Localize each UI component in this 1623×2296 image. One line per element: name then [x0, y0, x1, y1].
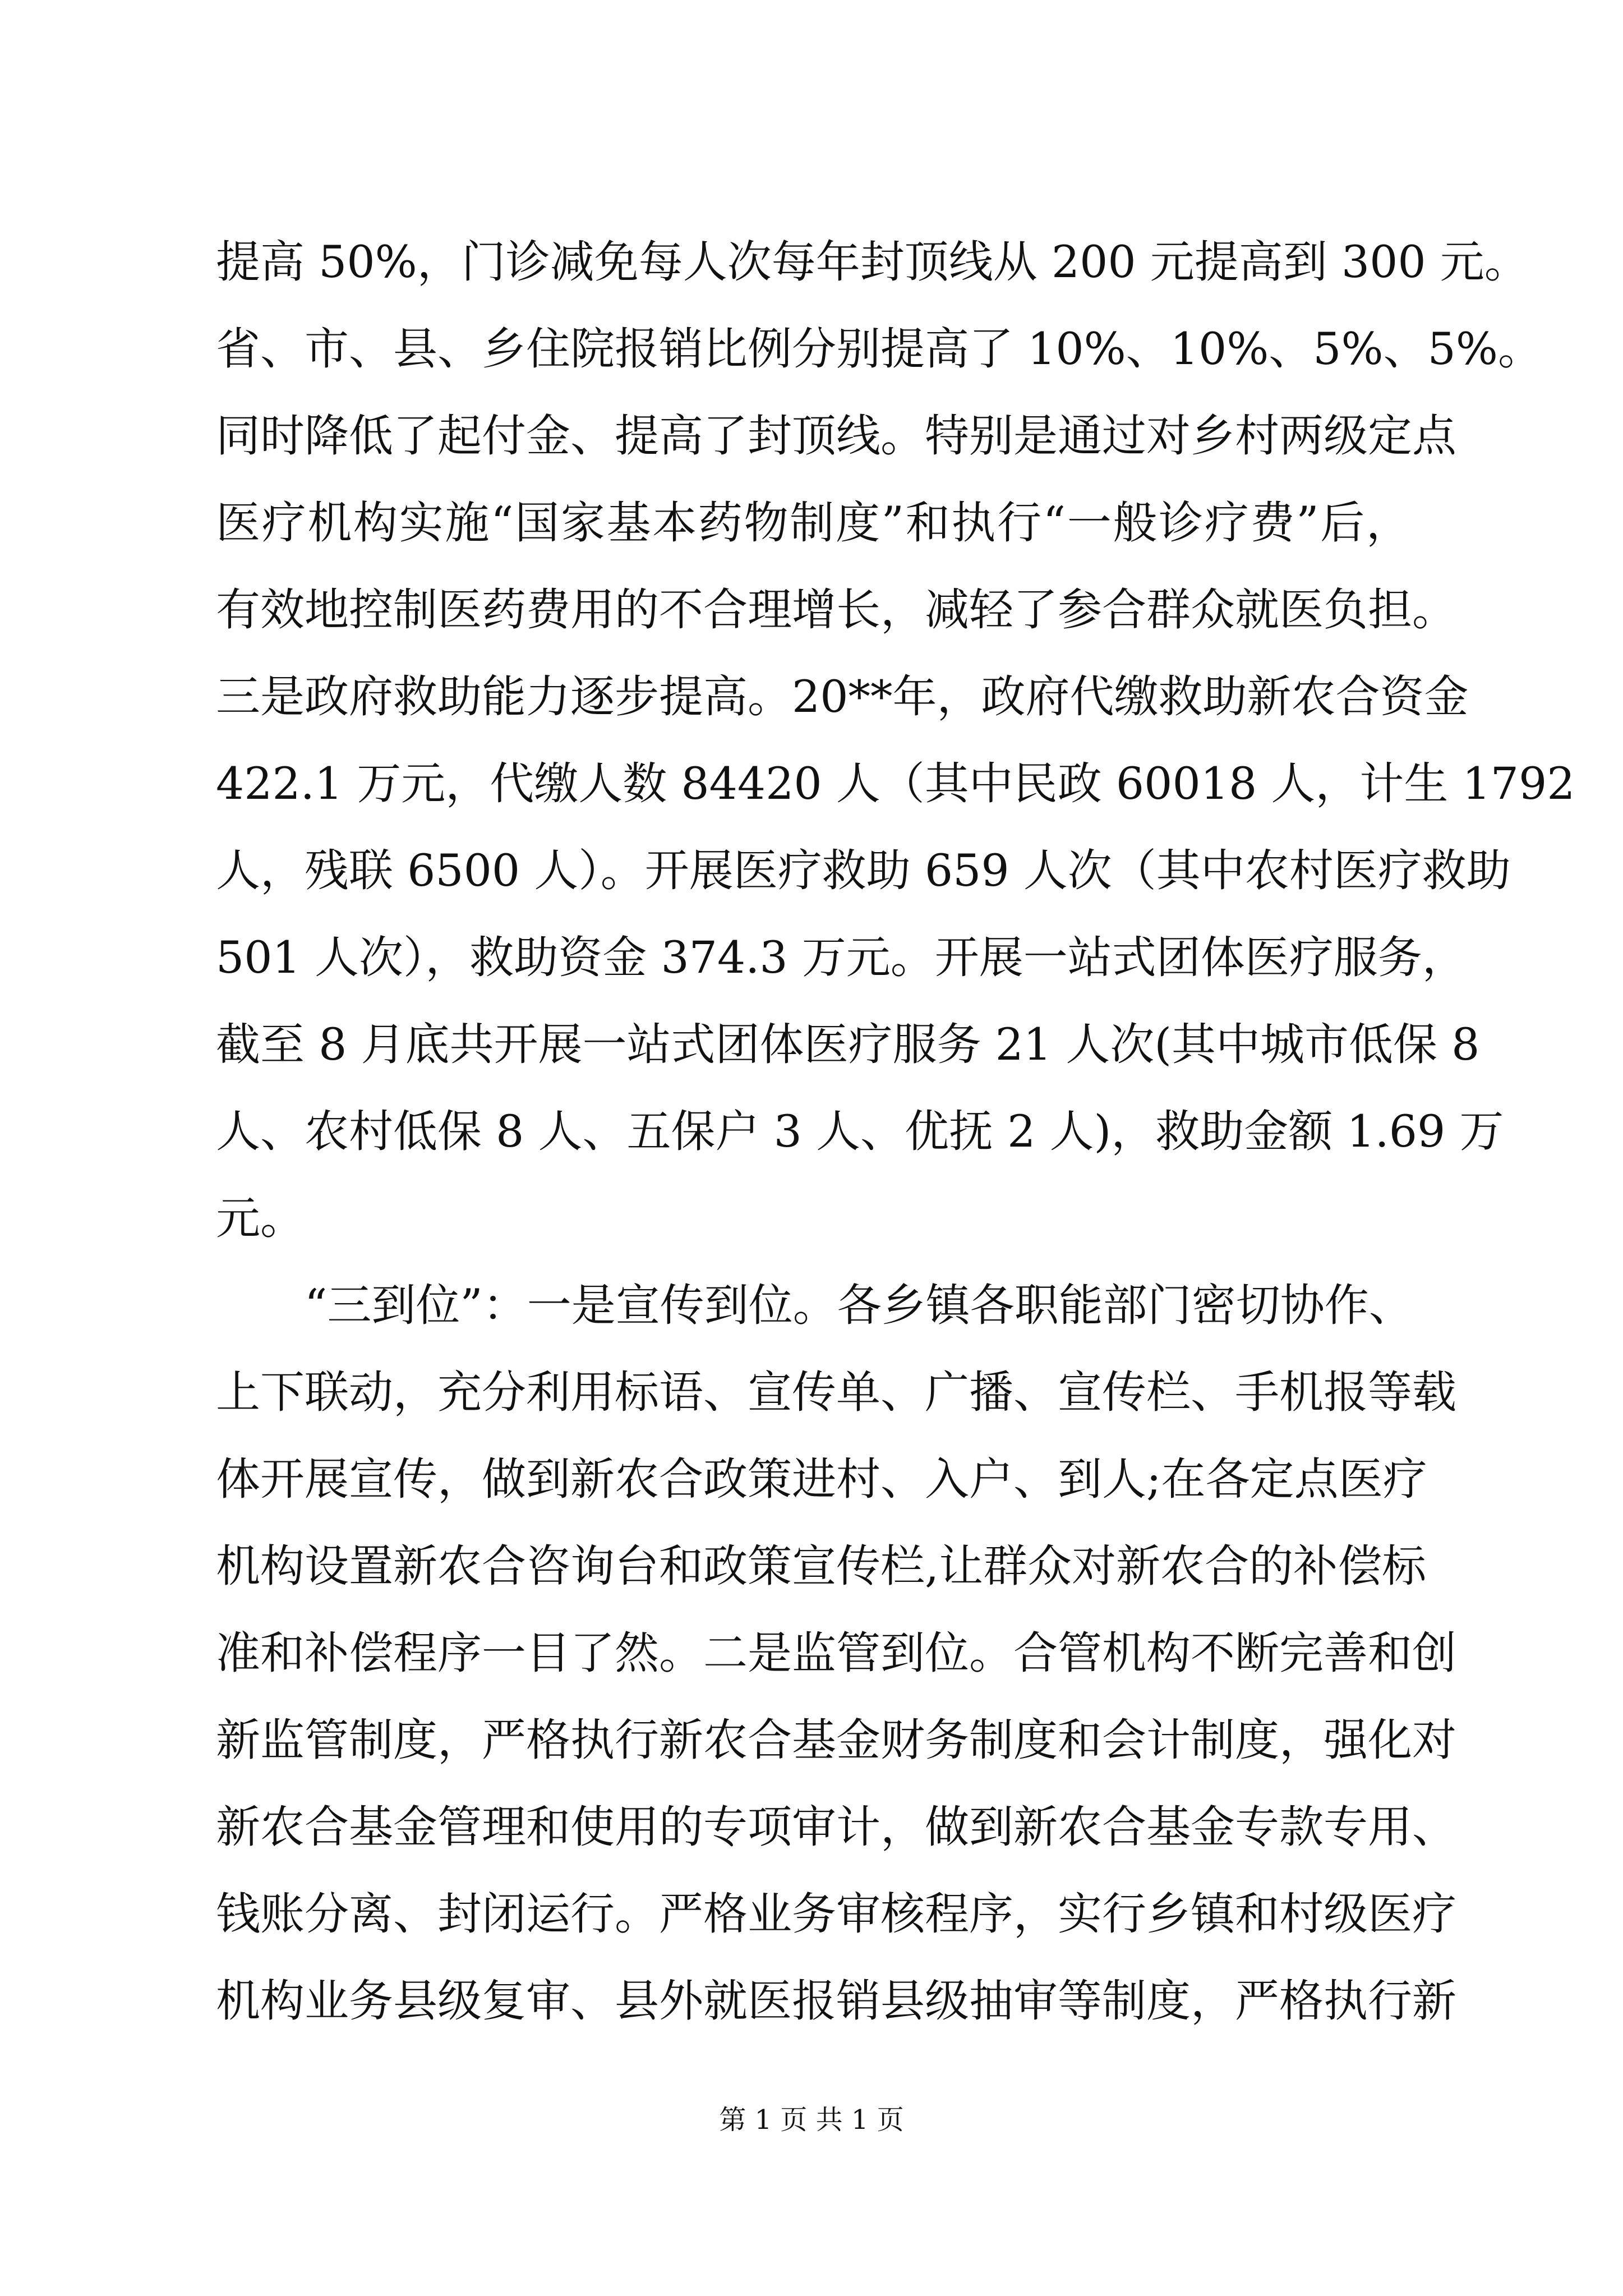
text-line: 新监管制度，严格执行新农合基金财务制度和会计制度，强化对	[216, 1714, 1456, 1766]
text-line: 三是政府救助能力逐步提高。20**年，政府代缴救助新农合资金	[216, 671, 1469, 723]
text-line: 422.1 万元，代缴人数 84420 人（其中民政 60018 人，计生 1792	[216, 758, 1575, 809]
text-line: 501 人次），救助资金 374.3 万元。开展一站式团体医疗服务，	[216, 932, 1467, 983]
text-line: 机构业务县级复审、县外就医报销县级抽审等制度，严格执行新	[216, 1975, 1456, 2027]
text-line: 人、农村低保 8 人、五保户 3 人、优抚 2 人)，救助金额 1.69 万	[216, 1106, 1504, 1157]
text-line: 新农合基金管理和使用的专项审计，做到新农合基金专款专用、	[216, 1801, 1456, 1853]
text-line: 提高 50%，门诊减免每人次每年封顶线从 200 元提高到 300 元。	[216, 236, 1529, 288]
text-line: 截至 8 月底共开展一站式团体医疗服务 21 人次(其中城市低保 8	[216, 1019, 1480, 1070]
text-line: “三到位”：一是宣传到位。各乡镇各职能部门密切协作、	[216, 1280, 1413, 1331]
text-line: 钱账分离、封闭运行。严格业务审核程序，实行乡镇和村级医疗	[216, 1888, 1456, 1940]
page-footer: 第 1 页 共 1 页	[719, 2104, 904, 2136]
text-line: 元。	[216, 1193, 305, 1244]
text-line: 机构设置新农合咨询台和政策宣传栏,让群众对新农合的补偿标	[216, 1540, 1427, 1592]
text-line: 有效地控制医药费用的不合理增长，减轻了参合群众就医负担。	[216, 584, 1456, 636]
text-line: 上下联动，充分利用标语、宣传单、广播、宣传栏、手机报等载	[216, 1366, 1456, 1418]
text-line: 人，残联 6500 人）。开展医疗救助 659 人次（其中农村医疗救助	[216, 845, 1511, 896]
text-line: 省、市、县、乡住院报销比例分别提高了 10%、10%、5%、5%。	[216, 323, 1542, 375]
text-line: 体开展宣传，做到新农合政策进村、入户、到人;在各定点医疗	[216, 1453, 1427, 1505]
text-line: 医疗机构实施“国家基本药物制度”和执行“一般诊疗费”后，	[216, 497, 1410, 549]
body-text	[216, 219, 1575, 2045]
text-line: 准和补偿程序一目了然。二是监管到位。合管机构不断完善和创	[216, 1627, 1456, 1679]
text-line: 同时降低了起付金、提高了封顶线。特别是通过对乡村两级定点	[216, 410, 1456, 462]
